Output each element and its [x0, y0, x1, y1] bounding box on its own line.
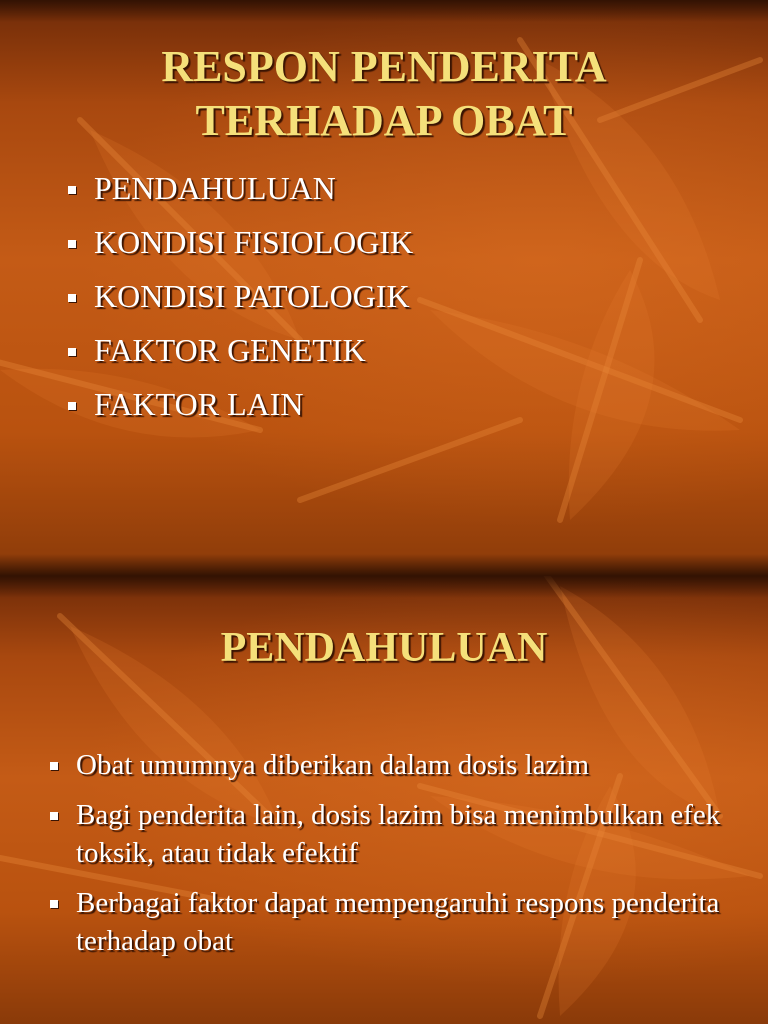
square-bullet-icon [68, 186, 76, 194]
title-line-1: RESPON PENDERITA [161, 42, 607, 91]
list-item-text: FAKTOR LAIN [94, 386, 304, 422]
list-item-text: KONDISI PATOLOGIK [94, 278, 410, 314]
list-item-text: PENDAHULUAN [94, 170, 336, 206]
list-item-text: FAKTOR GENETIK [94, 332, 366, 368]
list-item [66, 224, 413, 261]
square-bullet-icon [50, 812, 58, 820]
square-bullet-icon [68, 294, 76, 302]
list-item [66, 278, 413, 315]
list-item-text: Obat umumnya diberikan dalam dosis lazim [76, 749, 590, 781]
square-bullet-icon [50, 900, 58, 908]
list-item [66, 386, 413, 423]
square-bullet-icon [50, 762, 58, 770]
content-list [48, 746, 738, 972]
list-item-text: Bagi penderita lain, dosis lazim bisa menimbulkan efek toksik, atau tidak efektif [76, 799, 721, 869]
list-item [48, 796, 738, 872]
slide-title [0, 40, 768, 148]
list-item-text: Berbagai faktor dapat mempengaruhi respons penderita terhadap obat [76, 887, 720, 957]
title-line-2: TERHADAP OBAT [195, 96, 573, 145]
list-item [48, 884, 738, 960]
square-bullet-icon [68, 402, 76, 410]
topic-list [66, 170, 413, 440]
list-item [66, 170, 413, 207]
slide-2 [0, 576, 768, 1024]
list-item [66, 332, 413, 369]
square-bullet-icon [68, 348, 76, 356]
square-bullet-icon [68, 240, 76, 248]
list-item [48, 746, 738, 784]
slide-title: PENDAHULUAN [220, 625, 548, 671]
list-item-text: KONDISI FISIOLOGIK [94, 224, 414, 260]
